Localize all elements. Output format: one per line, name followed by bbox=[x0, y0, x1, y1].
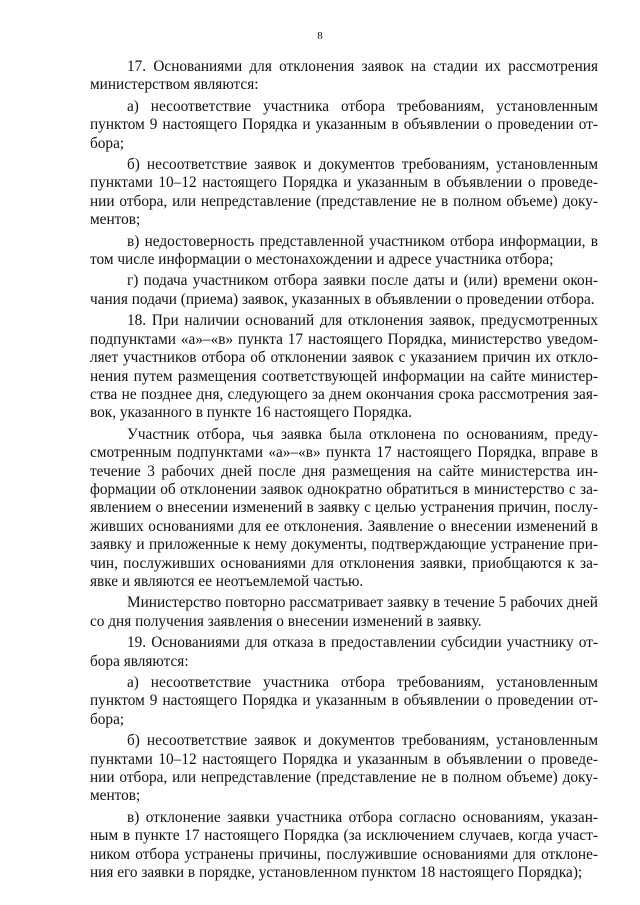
paragraph-17-v: в) недостоверность представленной участником отбора информации, в том числе информации о местонахождении и адресе участника отбора; bbox=[90, 232, 598, 269]
paragraph-17-a: а) несоответствие участника отбора требованиям, установленным пунктом 9 настоящего Порядка и указанным в объявлении о проведении отбора; bbox=[90, 97, 598, 152]
document-body bbox=[90, 58, 598, 885]
paragraph-17-g: г) подача участником отбора заявки после даты и (или) времени окончания подачи (приема) заявок, указанных в объявлении о проведении отбора. bbox=[90, 272, 598, 308]
paragraph-19-b: б) несоответствие заявок и документов требованиям, установленным пунктами 10–12 настоящего Порядка и указанным в объявлении о проведении отбора, или непредставление (представление не в полном объеме) документов; bbox=[90, 732, 598, 805]
paragraph-19-v: в) отклонение заявки участника отбора согласно основаниям, указанным в пункте 17 настоящего Порядка (за исключением случаев, когда участником отбора устранены причины, послужившие основаниями для отклонения его заявки в порядке, установленном пунктом 18 настоящего Порядка); bbox=[90, 808, 598, 882]
page-number: 8 bbox=[317, 30, 323, 42]
paragraph-19-a: а) несоответствие участника отбора требованиям, установленным пунктом 9 настоящего Порядка и указанным в объявлении о проведении отбора; bbox=[90, 674, 598, 728]
paragraph-17-b: б) несоответствие заявок и документов требованиям, установленным пунктами 10–12 настоящего Порядка и указанным в объявлении о проведении отбора, или непредставление (представление не в полном объеме) документов; bbox=[90, 156, 598, 229]
paragraph-18-ministry: Министерство повторно рассматривает заявку в течение 5 рабочих дней со дня получения заявления о внесении изменений в заявку. bbox=[90, 594, 598, 630]
paragraph-17-intro: 17. Основаниями для отклонения заявок на стадии их рассмотрения министерством являются: bbox=[90, 58, 598, 94]
paragraph-19-intro: 19. Основаниями для отказа в предоставлении субсидии участнику отбора являются: bbox=[90, 634, 598, 670]
paragraph-18: 18. При наличии оснований для отклонения заявок, предусмотренных подпунктами «а»–«в» пункта 17 настоящего Порядка, министерство уведомляет участников отбора об отклонении заявок с указанием причин их отклонения путем размещения соответствующей информации на сайте министерства не позднее дня, следующего за днем окончания срока рассмотрения заявок, указанного в пункте 16 настоящего Порядка. bbox=[90, 312, 598, 422]
paragraph-18-participant: Участник отбора, чья заявка была отклонена по основаниям, предусмотренным подпунктами «а»–«в» пункта 17 настоящего Порядка, вправе в течение 3 рабочих дней после дня размещения на сайте министерства информации об отклонении заявок однократно обратиться в министерство с заявлением о внесении изменений в заявку с целью устранения причин, послуживших основаниями для ее отклонения. Заявление о внесении изменений в заявку и приложенные к нему документы, подтверждающие устранение причин, послуживших основаниями для отклонения заявки, приобщаются к заявке и являются ее неотъемлемой частью. bbox=[90, 425, 598, 590]
